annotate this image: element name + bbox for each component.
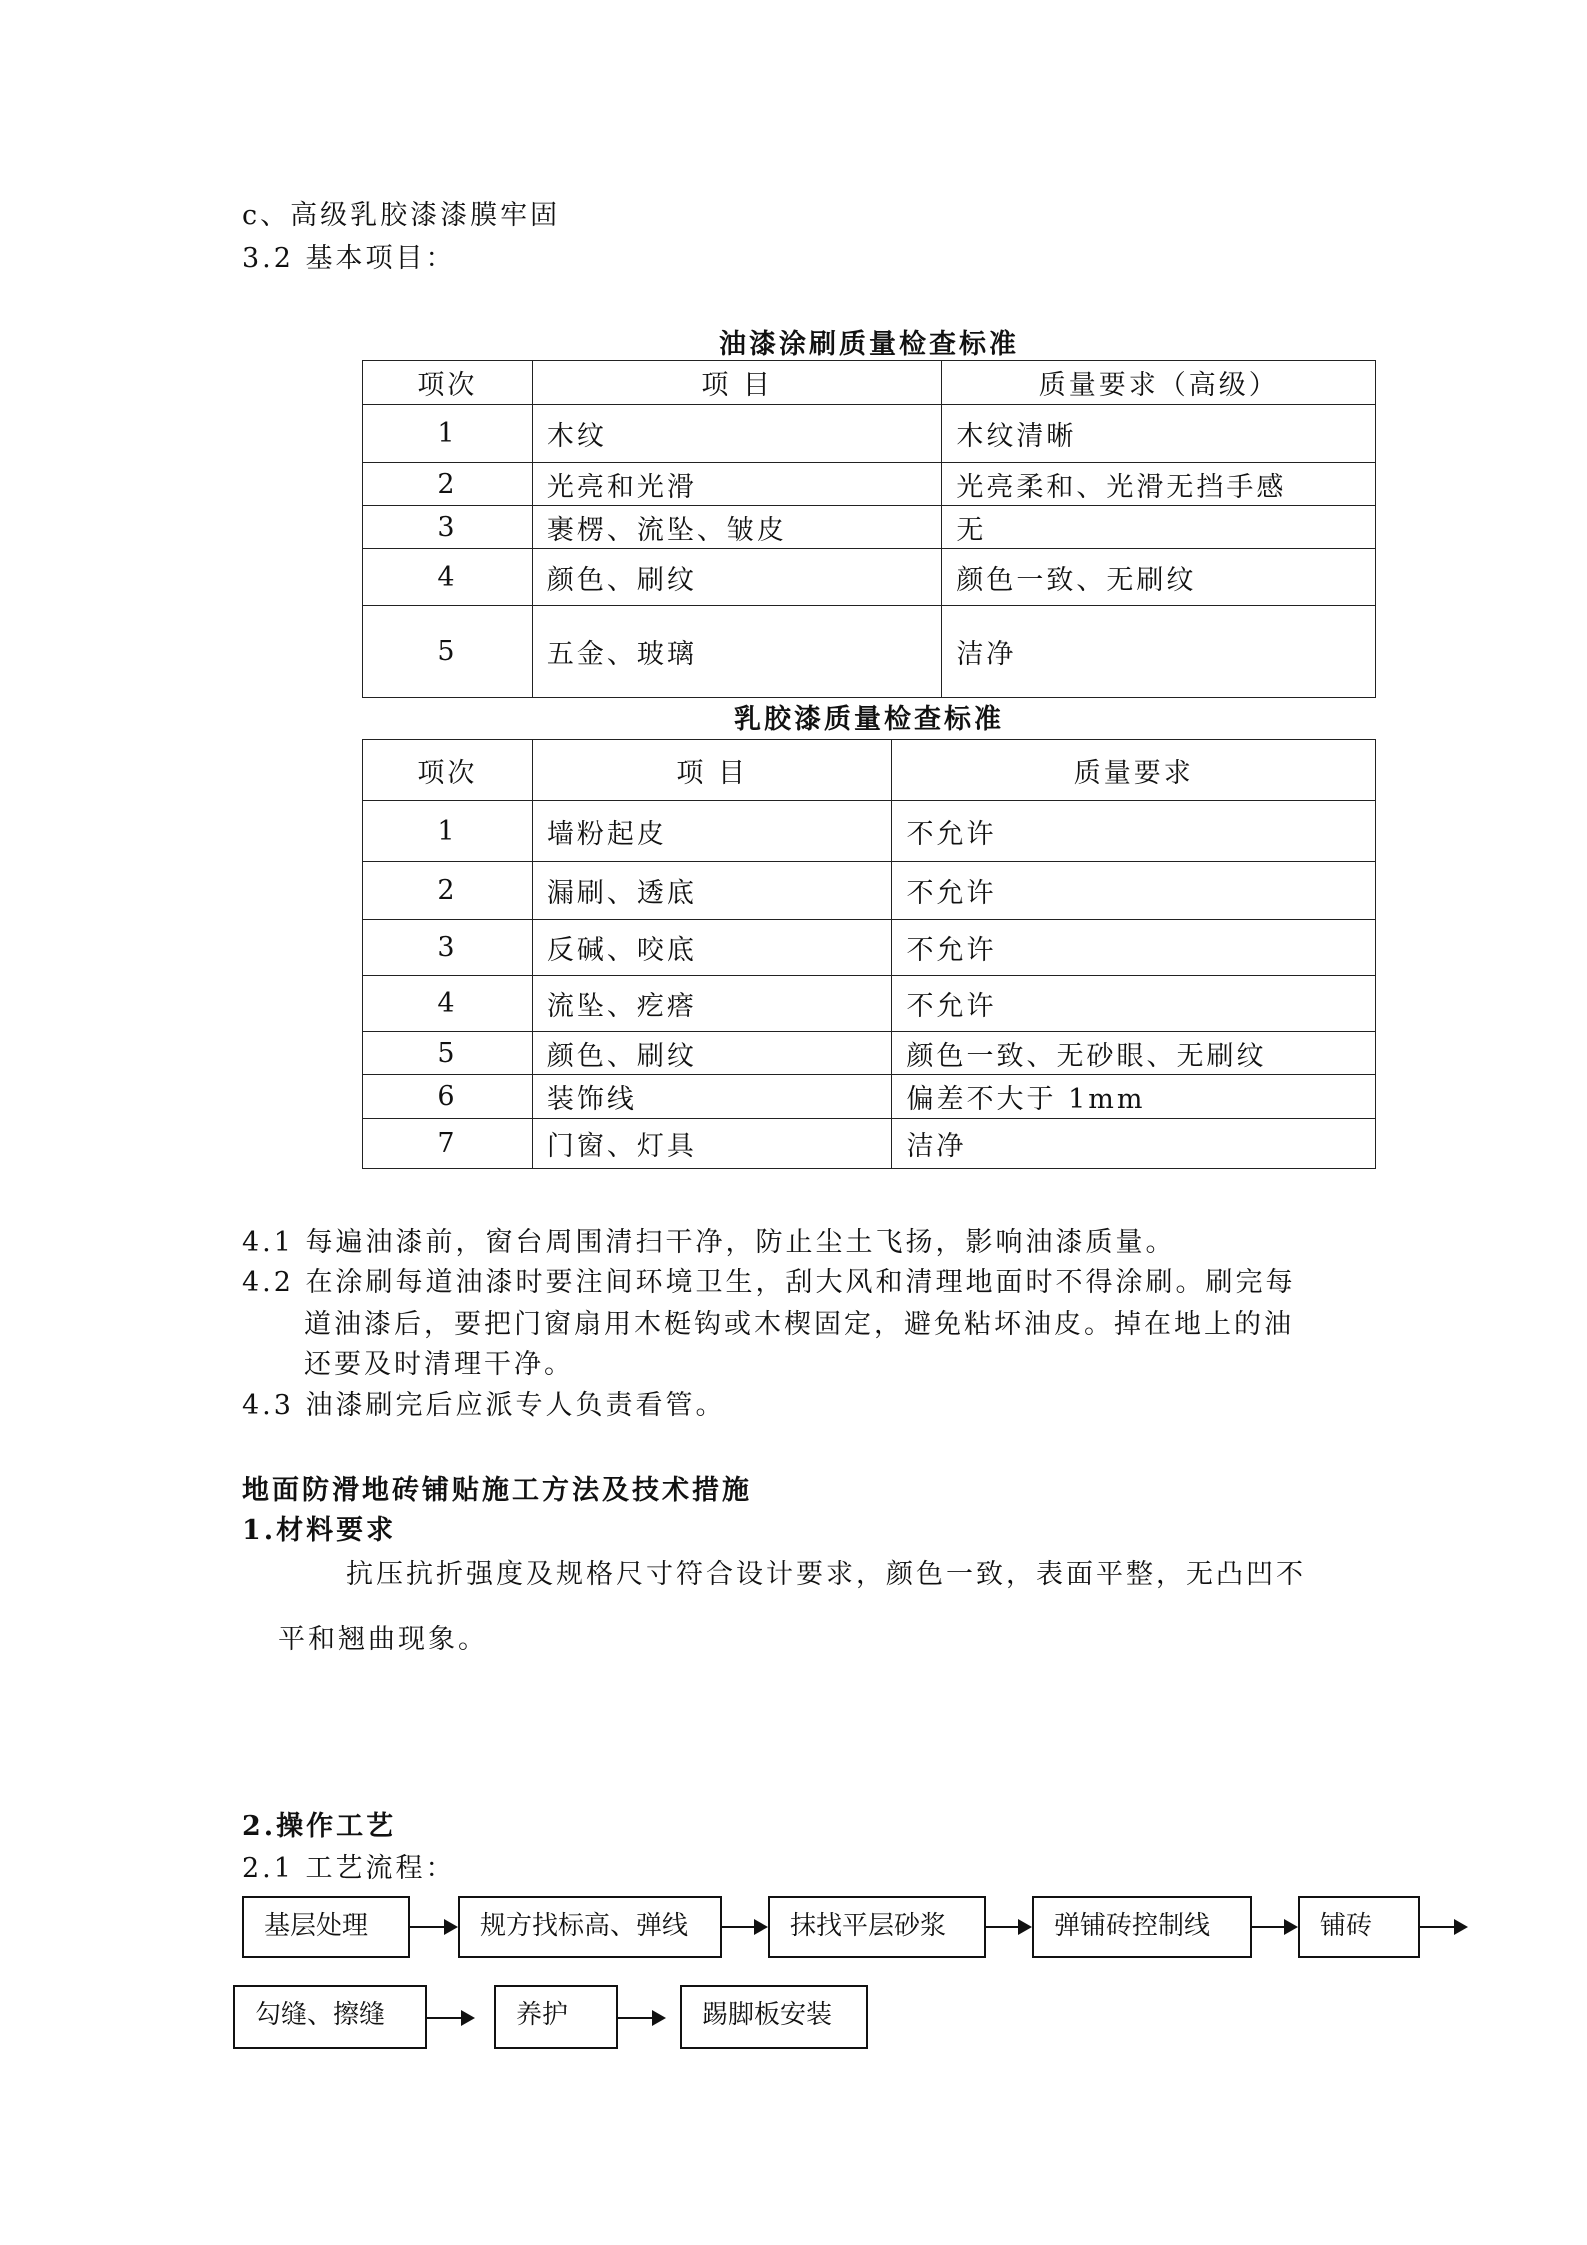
table1-caption: 油漆涂刷质量检查标准 <box>719 329 1019 360</box>
table-row <box>363 506 1376 549</box>
table-row <box>363 801 1376 862</box>
cell-requirement: 不允许 <box>892 801 1376 862</box>
table-row <box>363 920 1376 976</box>
cell-item: 木纹 <box>532 405 942 463</box>
cell-requirement: 颜色一致、无砂眼、无刷纹 <box>892 1032 1376 1075</box>
flow-step-skirting: 踢脚板安装 <box>680 1985 868 2049</box>
table2-caption: 乳胶漆质量检查标准 <box>734 704 1004 735</box>
cell-index: 5 <box>363 1032 533 1075</box>
header-cell: 质量要求（高级） <box>942 361 1376 405</box>
flow-step-leveling-mortar: 抹找平层砂浆 <box>768 1896 986 1958</box>
cell-requirement: 偏差不大于 1mm <box>892 1075 1376 1119</box>
line-c: c、高级乳胶漆漆膜牢固 <box>242 200 561 231</box>
table-row <box>363 1119 1376 1169</box>
cell-index: 7 <box>363 1119 533 1169</box>
flow-step-control-line: 弹铺砖控制线 <box>1032 1896 1252 1958</box>
table1-header-row <box>363 361 1376 405</box>
cell-index: 4 <box>363 976 533 1032</box>
cell-index: 1 <box>363 405 533 463</box>
cell-requirement: 洁净 <box>942 606 1376 698</box>
cell-item: 反碱、咬底 <box>532 920 892 976</box>
flow-step-grouting: 勾缝、擦缝 <box>233 1985 427 2049</box>
cell-item: 漏刷、透底 <box>532 862 892 920</box>
section-3-2-heading: 3.2 基本项目： <box>242 243 456 274</box>
table2 <box>362 739 1376 1169</box>
note-4-2-line3: 还要及时清理干净。 <box>304 1349 574 1380</box>
cell-index: 2 <box>363 463 533 506</box>
cell-index: 4 <box>363 549 533 606</box>
note-4-2-line2: 道油漆后，要把门窗扇用木梃钩或木楔固定，避免粘坏油皮。掉在地上的油 <box>304 1309 1294 1340</box>
header-cell: 项次 <box>363 361 533 405</box>
cell-index: 2 <box>363 862 533 920</box>
process-heading: 2.操作工艺 <box>242 1811 397 1842</box>
cell-index: 3 <box>363 506 533 549</box>
flow-step-tile-laying: 铺砖 <box>1298 1896 1420 1958</box>
cell-item: 裹楞、流坠、皱皮 <box>532 506 942 549</box>
flow-arrow-icon <box>1420 1926 1466 1928</box>
cell-requirement: 不允许 <box>892 862 1376 920</box>
cell-item: 颜色、刷纹 <box>532 549 942 606</box>
table1 <box>362 360 1376 698</box>
table-row <box>363 405 1376 463</box>
flow-arrow-icon <box>427 2017 473 2019</box>
table-row <box>363 1075 1376 1119</box>
cell-index: 1 <box>363 801 533 862</box>
cell-item: 光亮和光滑 <box>532 463 942 506</box>
cell-requirement: 无 <box>942 506 1376 549</box>
cell-index: 5 <box>363 606 533 698</box>
cell-item: 流坠、疙瘩 <box>532 976 892 1032</box>
header-cell: 项 目 <box>532 740 892 801</box>
cell-requirement: 洁净 <box>892 1119 1376 1169</box>
cell-requirement: 光亮柔和、光滑无挡手感 <box>942 463 1376 506</box>
cell-index: 6 <box>363 1075 533 1119</box>
cell-item: 装饰线 <box>532 1075 892 1119</box>
note-4-2-line1: 4.2 在涂刷每道油漆时要注间环境卫生，刮大风和清理地面时不得涂刷。刷完每 <box>242 1267 1296 1298</box>
table2-header-row <box>363 740 1376 801</box>
material-heading: 1.材料要求 <box>242 1515 397 1546</box>
cell-requirement: 木纹清晰 <box>942 405 1376 463</box>
flow-step-base-treatment: 基层处理 <box>242 1896 410 1958</box>
header-cell: 项次 <box>363 740 533 801</box>
cell-index: 3 <box>363 920 533 976</box>
table-row <box>363 862 1376 920</box>
table-row <box>363 606 1376 698</box>
cell-item: 颜色、刷纹 <box>532 1032 892 1075</box>
cell-item: 五金、玻璃 <box>532 606 942 698</box>
section-title: 地面防滑地砖铺贴施工方法及技术措施 <box>242 1475 752 1506</box>
material-text-line1: 抗压抗折强度及规格尺寸符合设计要求，颜色一致，表面平整，无凸凹不 <box>346 1559 1306 1590</box>
note-4-1: 4.1 每遍油漆前，窗台周围清扫干净，防止尘土飞扬，影响油漆质量。 <box>242 1227 1176 1258</box>
cell-requirement: 颜色一致、无刷纹 <box>942 549 1376 606</box>
table-row <box>363 1032 1376 1075</box>
note-4-3: 4.3 油漆刷完后应派专人负责看管。 <box>242 1390 726 1421</box>
flow-step-elevation-line: 规方找标高、弹线 <box>458 1896 722 1958</box>
table-row <box>363 549 1376 606</box>
cell-requirement: 不允许 <box>892 976 1376 1032</box>
flow-step-curing: 养护 <box>494 1985 618 2049</box>
flow-arrow-icon <box>722 1926 766 1928</box>
flow-arrow-icon <box>1252 1926 1296 1928</box>
header-cell: 质量要求 <box>892 740 1376 801</box>
flow-heading: 2.1 工艺流程： <box>242 1853 456 1884</box>
flow-arrow-icon <box>410 1926 456 1928</box>
table-row <box>363 976 1376 1032</box>
flow-arrow-icon <box>986 1926 1030 1928</box>
cell-requirement: 不允许 <box>892 920 1376 976</box>
flow-arrow-icon <box>618 2017 664 2019</box>
cell-item: 墙粉起皮 <box>532 801 892 862</box>
table-row <box>363 463 1376 506</box>
header-cell: 项 目 <box>532 361 942 405</box>
cell-item: 门窗、灯具 <box>532 1119 892 1169</box>
material-text-line2: 平和翘曲现象。 <box>278 1624 488 1655</box>
